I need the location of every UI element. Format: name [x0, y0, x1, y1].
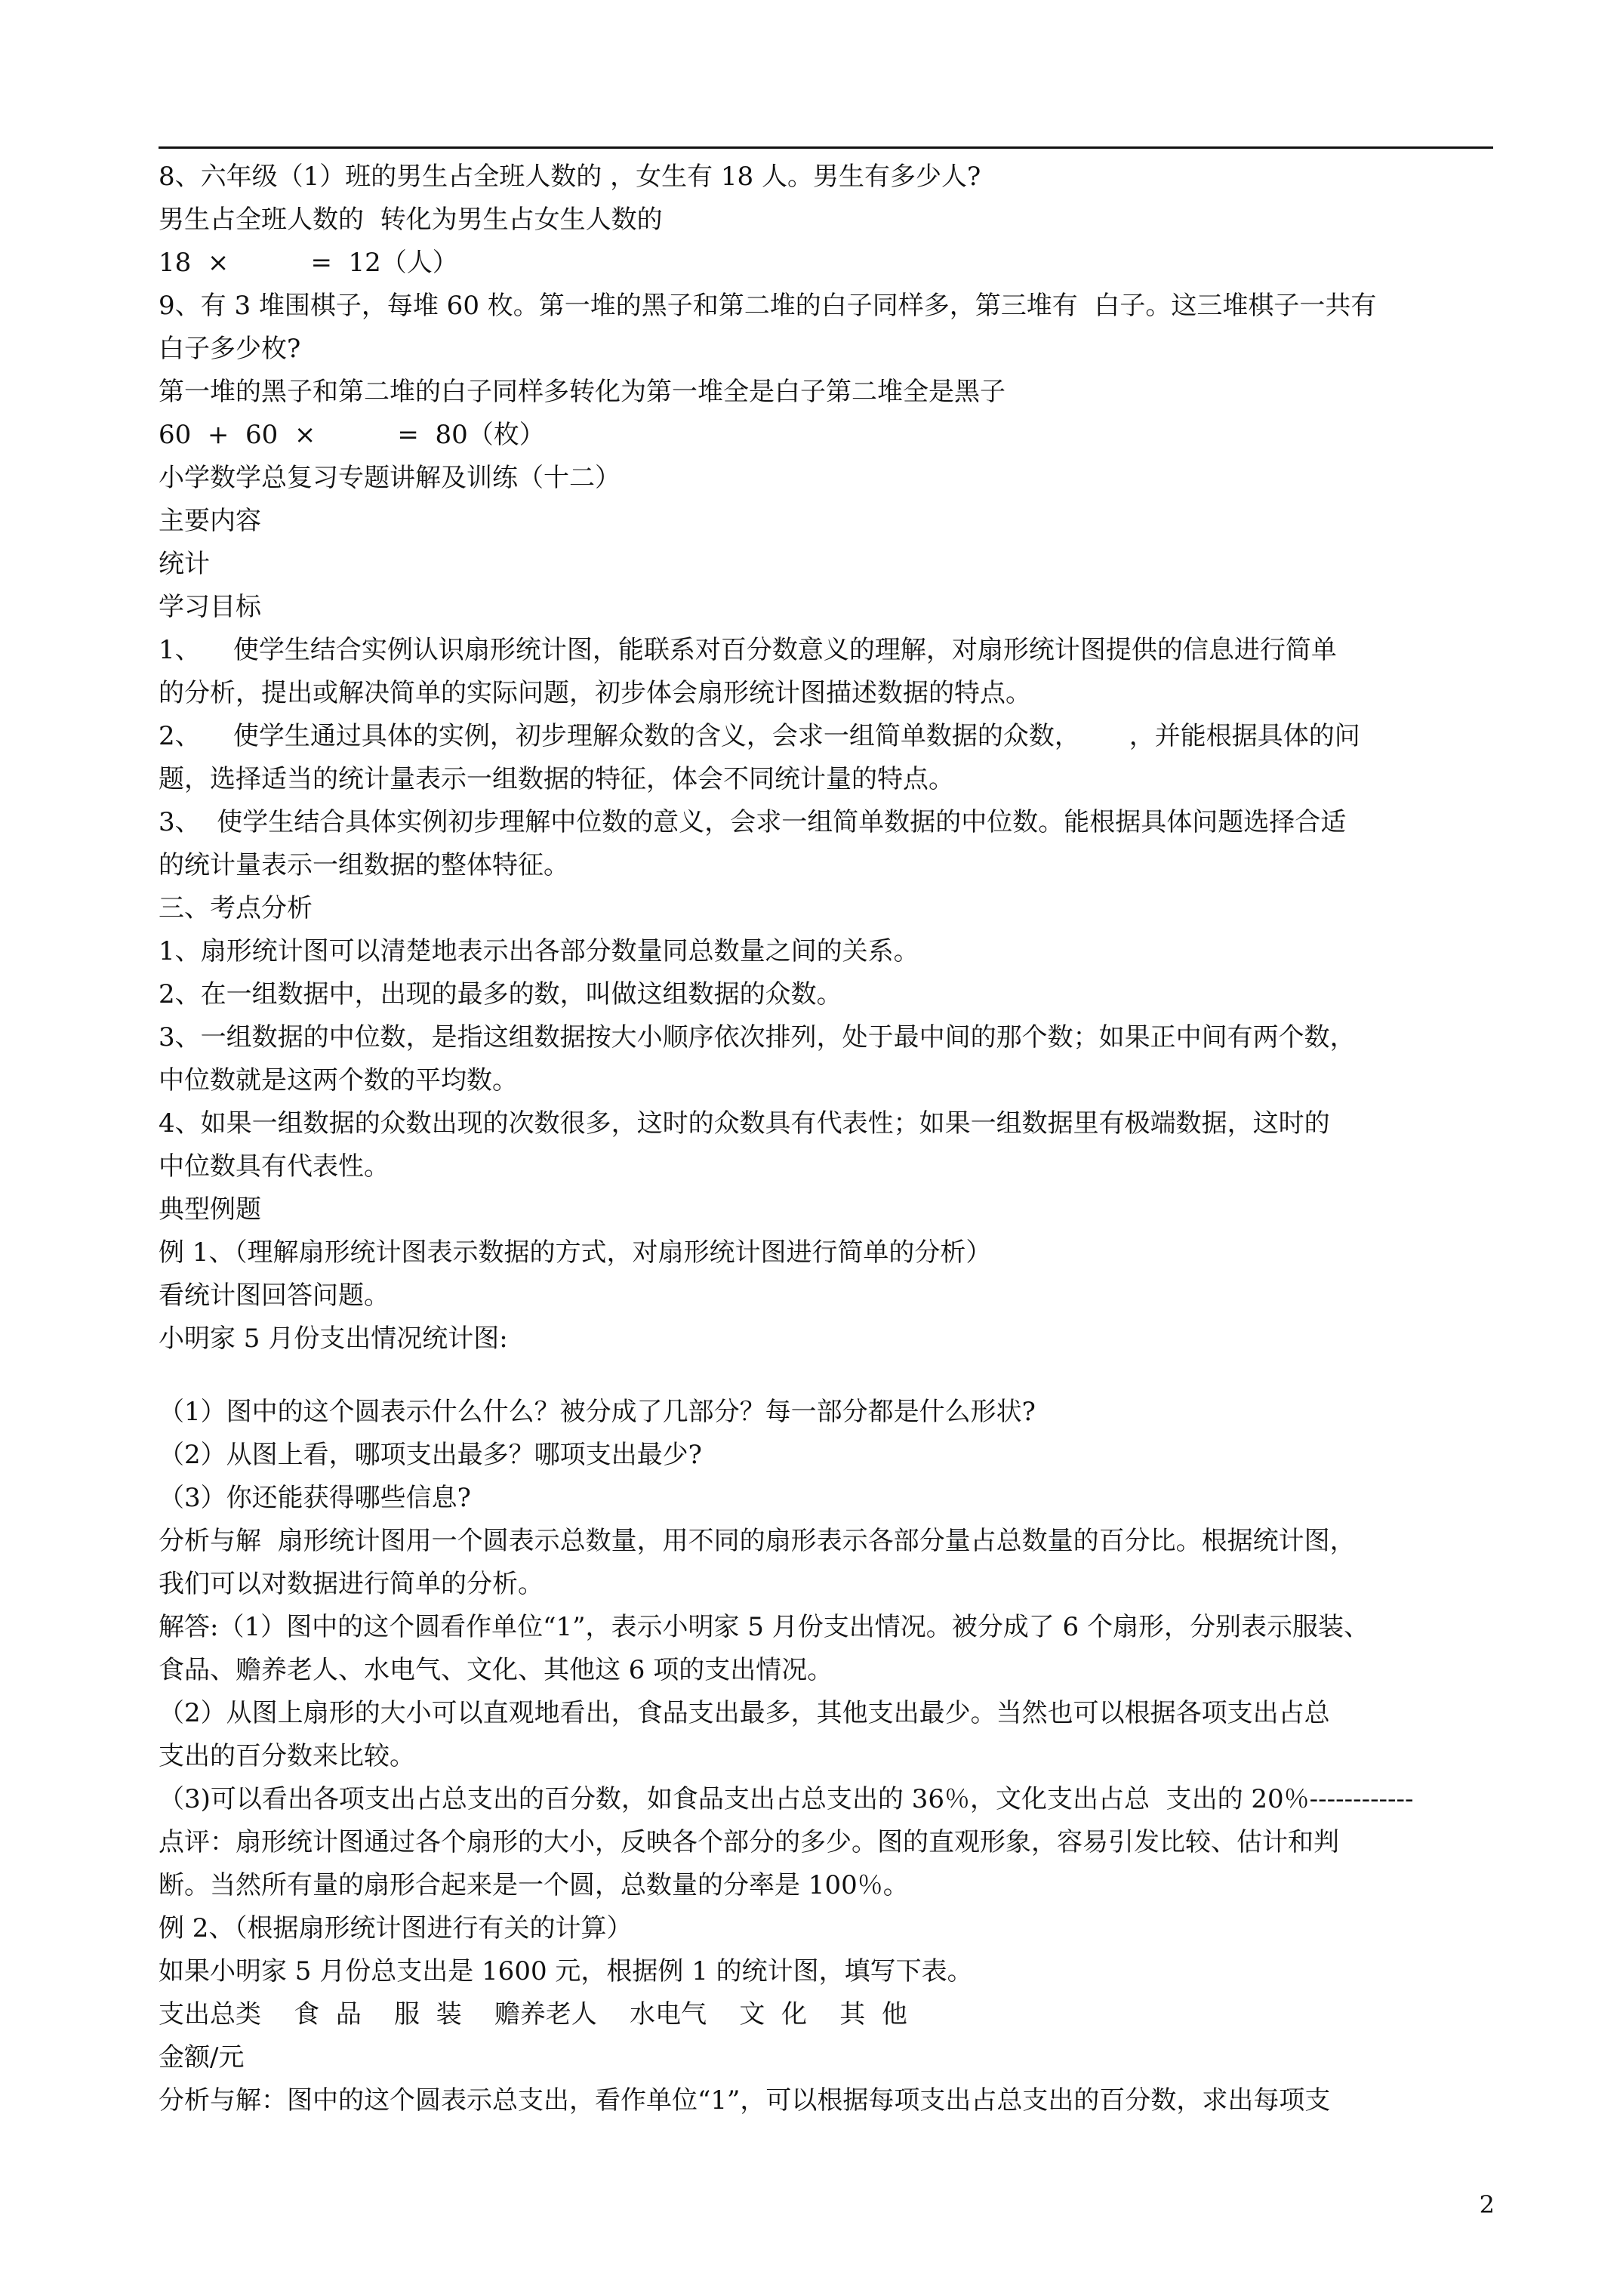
text-line: 1、 使学生结合实例认识扇形统计图，能联系对百分数意义的理解，对扇形统计图提供的信息进行简单	[159, 635, 1337, 665]
page-number: 2	[1479, 2190, 1495, 2219]
text-line: 支出的百分数来比较。	[159, 1741, 415, 1771]
text-line: （3)可以看出各项支出占总支出的百分数，如食品支出占总支出的 36％，文化支出占总 支出的 20％------------	[159, 1784, 1414, 1814]
chart-placeholder-gap	[159, 1361, 1493, 1391]
text-line: 的统计量表示一组数据的整体特征。	[159, 850, 569, 880]
text-line: 男生占全班人数的 转化为男生占女生人数的	[159, 205, 663, 235]
text-line: 解答:（1）图中的这个圆看作单位“1”，表示小明家 5 月份支出情况。被分成了 6 个扇形，分别表示服装、	[159, 1612, 1369, 1642]
text-line: 中位数具有代表性。	[159, 1151, 390, 1182]
text-line: 的分析，提出或解决简单的实际问题，初步体会扇形统计图描述数据的特点。	[159, 678, 1031, 708]
text-line: 1、扇形统计图可以清楚地表示出各部分数量同总数量之间的关系。	[159, 936, 919, 966]
text-line: 18 × = 12（人）	[159, 248, 458, 278]
text-line: 60 + 60 × = 80（枚）	[159, 420, 545, 450]
table-header-row: 支出总类 食 品 服 装 赡养老人 水电气 文 化 其 他	[159, 1999, 907, 2029]
text-line: 如果小明家 5 月份总支出是 1600 元，根据例 1 的统计图，填写下表。	[159, 1956, 973, 1986]
text-line: 分析与解 扇形统计图用一个圆表示总数量，用不同的扇形表示各部分量占总数量的百分比。根据统计图，	[159, 1526, 1356, 1556]
text-line: 中位数就是这两个数的平均数。	[159, 1065, 518, 1096]
text-line: （3）你还能获得哪些信息?	[159, 1483, 471, 1513]
text-line: 8、六年级（1）班的男生占全班人数的 ，女生有 18 人。男生有多少人?	[159, 162, 981, 192]
text-line: 4、如果一组数据的众数出现的次数很多，这时的众数具有代表性；如果一组数据里有极端数据，这时的	[159, 1108, 1330, 1139]
text-line: 白子多少枚?	[159, 334, 301, 364]
table-row-label: 金额/元	[159, 2042, 245, 2073]
text-line: 点评：扇形统计图通过各个扇形的大小，反映各个部分的多少。图的直观形象，容易引发比较、估计和判	[159, 1827, 1339, 1857]
text-line: 食品、赡养老人、水电气、文化、其他这 6 项的支出情况。	[159, 1655, 833, 1685]
text-line: 2、 使学生通过具体的实例，初步理解众数的含义，会求一组简单数据的众数， ，并能根据具体的问	[159, 721, 1360, 751]
heading: 三、考点分析	[159, 893, 313, 923]
text-line: 3、一组数据的中位数，是指这组数据按大小顺序依次排列，处于最中间的那个数；如果正中间有两个数，	[159, 1022, 1356, 1052]
text-line: （2）从图上扇形的大小可以直观地看出，食品支出最多，其他支出最少。当然也可以根据各项支出占总	[159, 1698, 1330, 1728]
text-line: （1）图中的这个圆表示什么什么？被分成了几部分？每一部分都是什么形状?	[159, 1397, 1036, 1427]
text-line: 题，选择适当的统计量表示一组数据的特征，体会不同统计量的特点。	[159, 764, 954, 794]
text-line: 3、 使学生结合具体实例初步理解中位数的意义，会求一组简单数据的中位数。能根据具体问题选择合适	[159, 807, 1347, 837]
text-line: 2、在一组数据中，出现的最多的数，叫做这组数据的众数。	[159, 979, 842, 1009]
chart-caption: 小明家 5 月份支出情况统计图:	[159, 1324, 508, 1354]
document-body	[159, 156, 1493, 2122]
text-line: 看统计图回答问题。	[159, 1281, 390, 1311]
heading: 典型例题	[159, 1194, 261, 1225]
heading: 学习目标	[159, 592, 261, 622]
text-line: 9、有 3 堆围棋子，每堆 60 枚。第一堆的黑子和第二堆的白子同样多，第三堆有 白子。这三堆棋子一共有	[159, 291, 1377, 321]
text-line: 例 2、（根据扇形统计图进行有关的计算）	[159, 1913, 633, 1943]
text-line: 断。当然所有量的扇形合起来是一个圆，总数量的分率是 100％。	[159, 1870, 909, 1900]
text-line: 统计	[159, 549, 210, 579]
text-line: 例 1、（理解扇形统计图表示数据的方式，对扇形统计图进行简单的分析）	[159, 1237, 992, 1268]
text-line: （2）从图上看，哪项支出最多？哪项支出最少?	[159, 1440, 702, 1470]
header-rule	[159, 146, 1493, 149]
text-line: 我们可以对数据进行简单的分析。	[159, 1569, 544, 1599]
heading: 主要内容	[159, 506, 261, 536]
text-line: 分析与解：图中的这个圆表示总支出，看作单位“1”，可以根据每项支出占总支出的百分数，求出每项支	[159, 2085, 1331, 2116]
section-title: 小学数学总复习专题讲解及训练（十二）	[159, 463, 621, 493]
text-line: 第一堆的黑子和第二堆的白子同样多转化为第一堆全是白子第二堆全是黑子	[159, 377, 1006, 407]
